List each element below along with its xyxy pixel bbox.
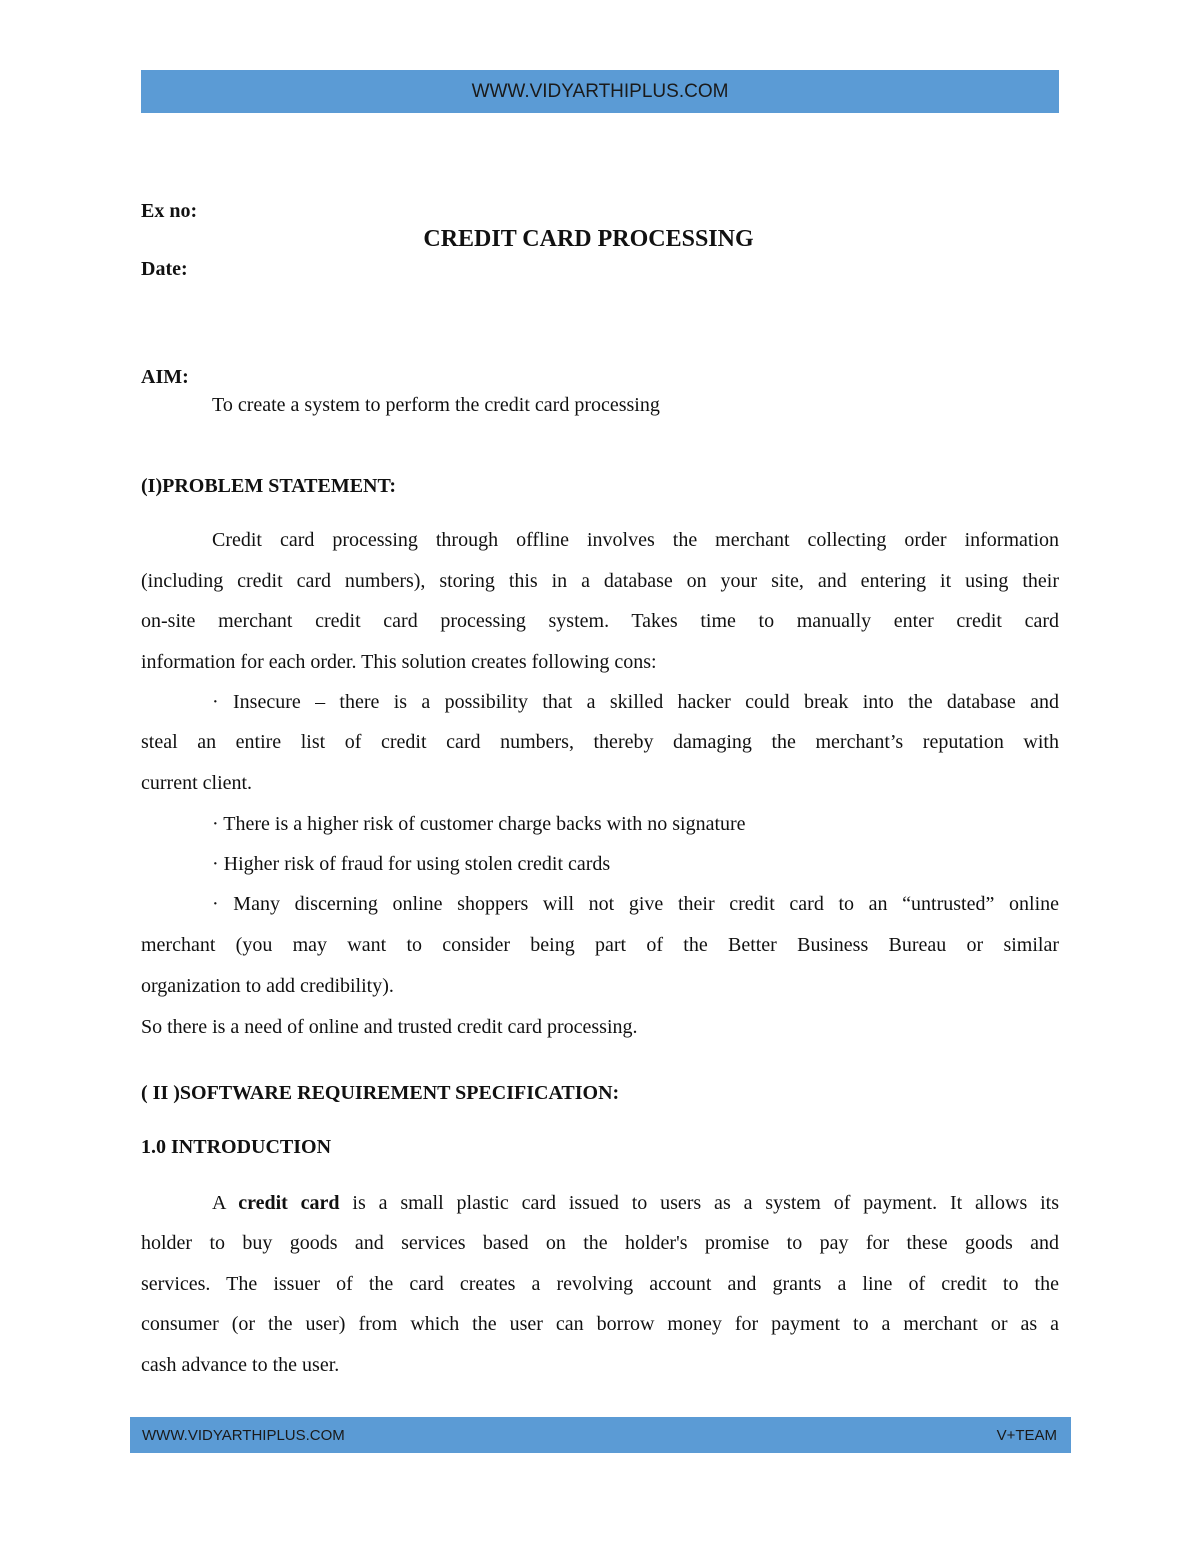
- conclusion-text: So there is a need of online and trusted credit card processing.: [141, 1016, 638, 1038]
- aim-text: To create a system to perform the credit card processing: [212, 394, 660, 416]
- paragraph-line: cash advance to the user.: [141, 1354, 340, 1376]
- footer-site-text: WWW.VIDYARTHIPLUS.COM: [142, 1426, 345, 1444]
- bullet-line: · Many discerning online shoppers will not give their credit card to an “untrusted” online: [212, 893, 1059, 915]
- paragraph-line: consumer (or the user) from which the user can borrow money for payment to a merchant or as a: [141, 1313, 1059, 1335]
- intro-text-a: A: [212, 1192, 239, 1214]
- header-site-text: WWW.VIDYARTHIPLUS.COM: [471, 80, 729, 102]
- intro-term-credit-card: credit card: [238, 1192, 340, 1214]
- header-banner: [141, 70, 1059, 113]
- bullet-line: current client.: [141, 772, 253, 794]
- bullet-line: · Insecure – there is a possibility that a skilled hacker could break into the database and: [212, 691, 1059, 713]
- ex-no-label: Ex no:: [141, 200, 198, 222]
- paragraph-line: information for each order. This solution creates following cons:: [141, 651, 657, 673]
- paragraph-line: on-site merchant credit card processing system. Takes time to manually enter credit card: [141, 610, 1059, 632]
- bullet-line: merchant (you may want to consider being part of the Better Business Bureau or similar: [141, 934, 1059, 956]
- paragraph-line: (including credit card numbers), storing this in a database on your site, and entering it using their: [141, 570, 1059, 592]
- paragraph-line: Credit card processing through offline involves the merchant collecting order information: [212, 529, 1059, 551]
- bullet-line: · There is a higher risk of customer charge backs with no signature: [212, 813, 746, 835]
- bullet-line: organization to add credibility).: [141, 975, 394, 997]
- footer-banner: [130, 1417, 1071, 1453]
- page-title: CREDIT CARD PROCESSING: [423, 226, 754, 252]
- problem-heading: (I)PROBLEM STATEMENT:: [141, 475, 397, 497]
- date-label: Date:: [141, 258, 188, 280]
- footer-team-text: V+TEAM: [996, 1426, 1057, 1444]
- paragraph-line: [212, 1191, 1059, 1215]
- paragraph-line: services. The issuer of the card creates a revolving account and grants a line of credit to the: [141, 1273, 1059, 1295]
- bullet-line: · Higher risk of fraud for using stolen credit cards: [212, 853, 611, 875]
- srs-heading: ( II )SOFTWARE REQUIREMENT SPECIFICATION:: [141, 1082, 620, 1104]
- aim-heading: AIM:: [141, 366, 189, 388]
- bullet-line: steal an entire list of credit card numbers, thereby damaging the merchant’s reputation with: [141, 731, 1059, 753]
- paragraph-line: holder to buy goods and services based on the holder's promise to pay for these goods and: [141, 1232, 1059, 1254]
- intro-text-b: is a small plastic card issued to users as a system of payment. It allows its: [339, 1192, 1059, 1214]
- intro-heading: 1.0 INTRODUCTION: [141, 1136, 332, 1158]
